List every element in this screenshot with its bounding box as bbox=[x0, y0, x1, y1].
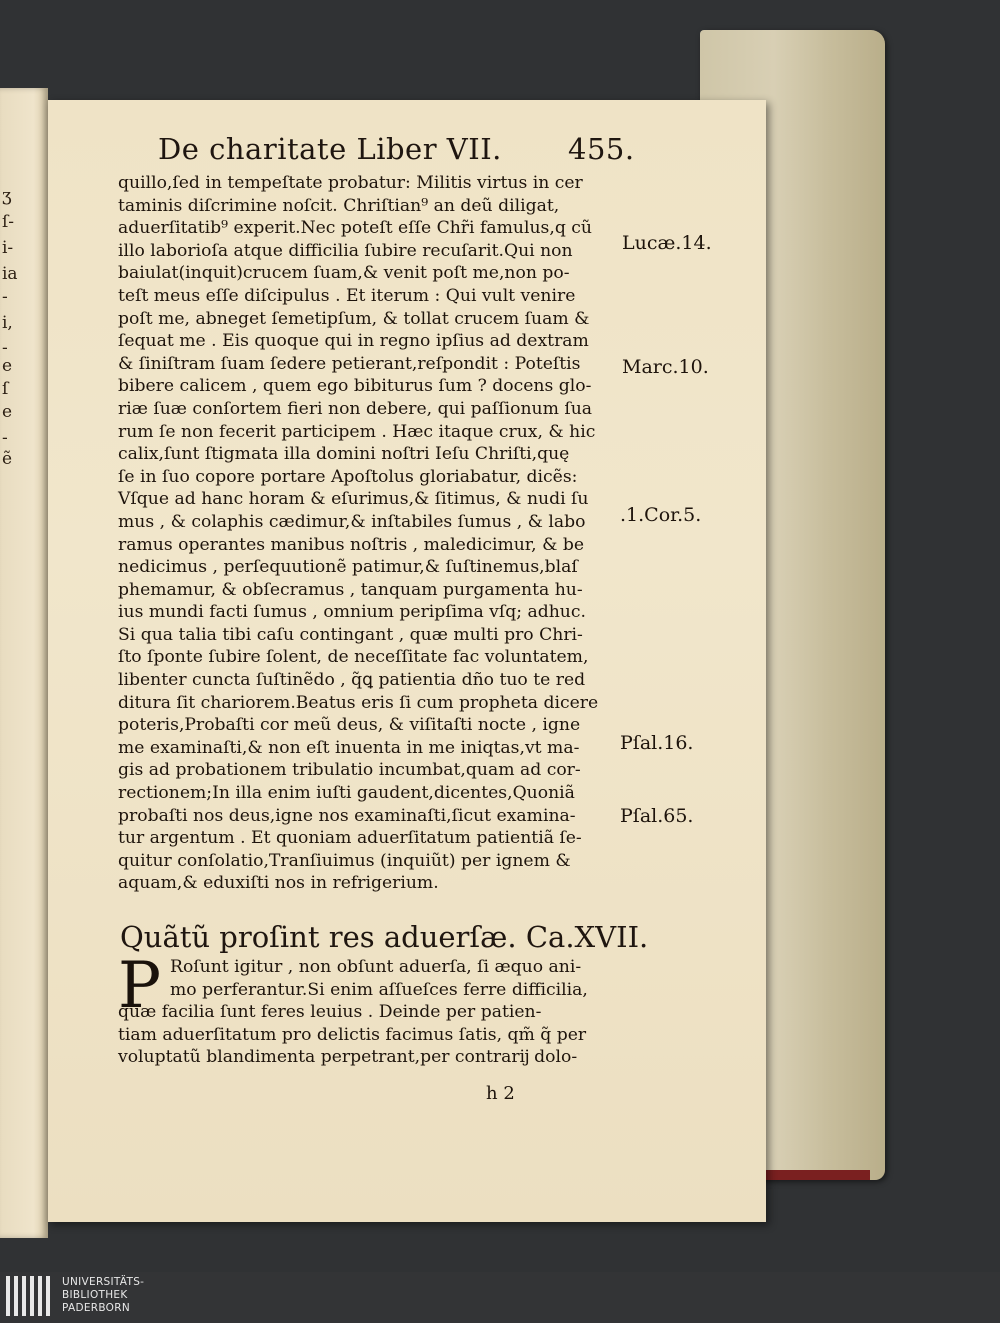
text-line: baiulat(inquit)crucem ſuam,& venit poſt me,non po- bbox=[118, 263, 570, 284]
left-fragment: - bbox=[2, 287, 8, 307]
text-line: nedicimus , perſequutionẽ patimur,& ſuſtinemus,blaſ bbox=[118, 557, 578, 578]
text-line: aquam,& eduxiſti nos in refrigerium. bbox=[118, 873, 439, 894]
text-line: quæ facilia ſunt feres leuius . Deinde per patien- bbox=[118, 1002, 542, 1023]
book-page bbox=[48, 100, 766, 1222]
margin-note: Pſal.16. bbox=[620, 732, 694, 754]
text-line: rum ſe non fecerit participem . Hæc itaque crux, & hic bbox=[118, 421, 596, 442]
text-line: mo perferantur.Si enim aſſueſces ferre difficilia, bbox=[170, 979, 588, 1000]
text-line: poſt me, abneget ſemetipſum, & tollat crucem ſuam & bbox=[118, 308, 590, 329]
text-line: taminis diſcrimine noſcit. Chriſtian⁹ an deũ diligat, bbox=[118, 195, 560, 216]
text-line: & ſiniſtram ſuam ſedere petierant,reſpondit : Poteſtis bbox=[118, 353, 581, 374]
left-fragment: - bbox=[2, 338, 8, 358]
library-name bbox=[62, 1276, 144, 1315]
library-logo-icon bbox=[6, 1276, 56, 1316]
signature-mark: h 2 bbox=[486, 1083, 515, 1104]
margin-note: Pſal.65. bbox=[620, 805, 694, 827]
text-line: gis ad probationem tribulatio incumbat,quam ad cor- bbox=[118, 760, 581, 781]
page-number: 455. bbox=[568, 132, 635, 166]
text-line: me examinaſti,& non eſt inuenta in me iniqtas,vt ma- bbox=[118, 737, 580, 758]
footer-bar bbox=[0, 1272, 1000, 1323]
left-fragment: ſ- bbox=[2, 212, 15, 232]
margin-note: .1.Cor.5. bbox=[620, 504, 702, 526]
text-line: ramus operantes manibus noſtris , maledicimur, & be bbox=[118, 534, 584, 555]
text-line: bibere calicem , quem ego bibiturus ſum ? docens glo- bbox=[118, 376, 592, 397]
text-line: Roſunt igitur , non obſunt aduerſa, ſi æquo ani- bbox=[170, 957, 582, 977]
left-fragment: ſ bbox=[2, 379, 9, 399]
left-fragment: i, bbox=[2, 313, 13, 333]
left-fragment: - bbox=[2, 428, 8, 448]
text-line: ſequat me . Eis quoque qui in regno ipſius ad dextram bbox=[118, 331, 589, 352]
chapter-heading: Quãtũ proſint res aduerſæ. Ca.XVII. bbox=[120, 920, 649, 954]
left-fragment: i- bbox=[2, 238, 14, 258]
text-line: voluptatũ blandimenta perpetrant,per contrarĳ dolo- bbox=[118, 1047, 578, 1068]
left-fragment: ẽ bbox=[2, 449, 13, 469]
library-name-line: UNIVERSITÄTS- bbox=[62, 1276, 145, 1288]
text-line: quitur conſolatio,Tranſiuimus (inquiũt) per ignem & bbox=[118, 850, 571, 871]
text-line: calix,ſunt ſtigmata illa domini noſtri Ieſu Chriſti,quę bbox=[118, 444, 570, 465]
left-fragment: e bbox=[2, 356, 13, 376]
text-line: quillo,ſed in tempeſtate probatur: Militis virtus in cer bbox=[118, 173, 583, 193]
text-line: phemamur, & obſecramus , tanquam purgamenta hu- bbox=[118, 579, 583, 600]
text-line: Si qua talia tibi caſu contingant , quæ multi pro Chri- bbox=[118, 624, 583, 645]
text-line: ius mundi facti ſumus , omnium peripſima vſq; adhuc. bbox=[118, 602, 586, 623]
text-line: riæ ſuæ conſortem fieri non debere, qui paſſionum ſua bbox=[118, 398, 593, 419]
text-line: libenter cuncta ſuſtinẽdo , q̃ꝗ patientia dño tuo te red bbox=[118, 670, 586, 691]
text-line: Vſque ad hanc horam & eſurimus,& ſitimus, & nudi ſu bbox=[118, 489, 589, 510]
library-name-line: BIBLIOTHEK bbox=[62, 1289, 128, 1301]
margin-note: Marc.10. bbox=[622, 356, 709, 378]
text-line: illo laborioſa atque difficilia ſubire recuſarit.Qui non bbox=[118, 240, 573, 261]
margin-note: Lucæ.14. bbox=[622, 232, 712, 254]
left-fragment: ʒ bbox=[2, 186, 12, 206]
text-line: ſe in ſuo copore portare Apoſtolus gloriabatur, dicẽs: bbox=[118, 466, 578, 487]
text-line: teſt meus eſſe diſcipulus . Et iterum : Qui vult venire bbox=[118, 285, 576, 306]
left-page bbox=[0, 88, 48, 1238]
header-title: De charitate Liber VII. bbox=[158, 132, 502, 166]
text-line: aduerſitatib⁹ experit.Nec poteſt eſſe Chr̃i famulus,q cũ bbox=[118, 218, 592, 239]
text-line: ditura ſit chariorem.Beatus eris ſi cum propheta dicere bbox=[118, 692, 599, 713]
left-fragment: e bbox=[2, 402, 13, 422]
binding-edge bbox=[760, 1170, 870, 1180]
text-line: mus , & colaphis cædimur,& inſtabiles ſumus , & labo bbox=[118, 511, 586, 532]
text-line: tur argentum . Et quoniam aduerſitatum patientiã ſe- bbox=[118, 828, 582, 849]
library-name-line: PADERBORN bbox=[62, 1302, 130, 1314]
text-line: poteris,Probaſti cor meũ deus, & viſitaſti nocte , igne bbox=[118, 715, 581, 736]
body-text bbox=[118, 172, 618, 895]
drop-cap: P bbox=[118, 949, 162, 1023]
chapter-text bbox=[118, 949, 628, 1069]
text-line: tiam aduerſitatum pro delictis facimus ſatis, qm̃ q̃ per bbox=[118, 1024, 587, 1045]
text-line: rectionem;In illa enim iuſti gaudent,dicentes,Quoniã bbox=[118, 783, 575, 804]
text-line: probaſti nos deus,igne nos examinaſti,ſicut examina- bbox=[118, 805, 576, 826]
text-line: ſto ſponte ſubire ſolent, de neceſſitate fac voluntatem, bbox=[118, 647, 589, 668]
running-header bbox=[158, 132, 635, 166]
left-fragment: ia bbox=[2, 264, 18, 284]
